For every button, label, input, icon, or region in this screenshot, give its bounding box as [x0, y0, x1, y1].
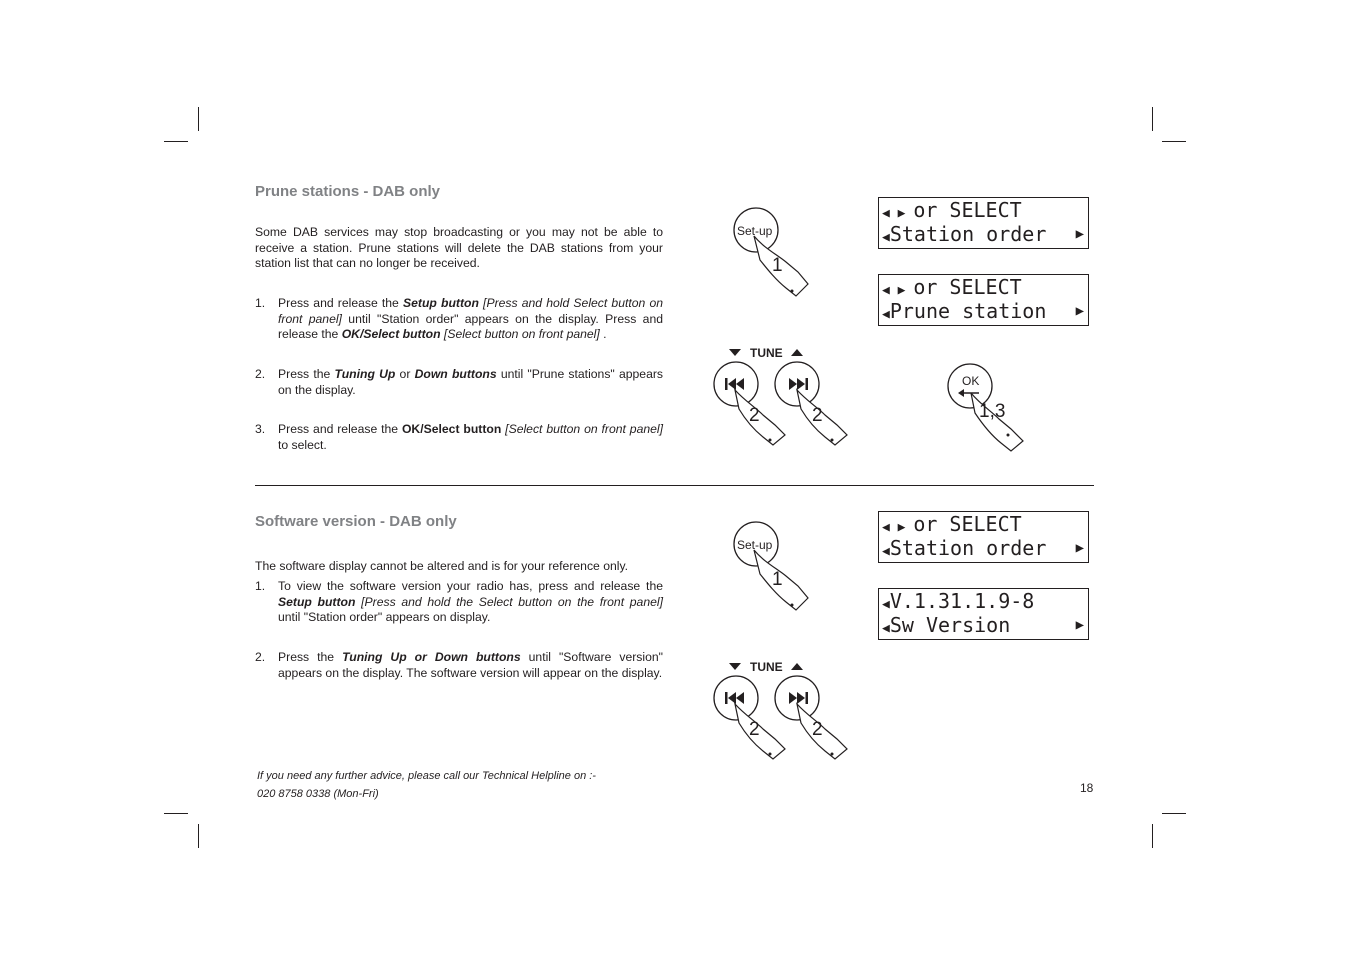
crop-mark [1152, 107, 1153, 131]
svg-text:OK: OK [962, 374, 980, 388]
ok-button-press-illustration [935, 355, 1045, 455]
prune-section-title: Prune stations - DAB only [255, 183, 441, 200]
step-number: 3. [255, 422, 266, 436]
step-text: Press the Tuning Up or Down buttons until "Software version" appears on the display. The software version will appear on the display. [278, 650, 663, 680]
crop-mark [1162, 141, 1186, 142]
step-text: Press the Tuning Up or Down buttons until "Prune stations" appears on the display. [278, 367, 663, 397]
crop-mark [198, 107, 199, 131]
crop-mark [1152, 824, 1153, 848]
svg-text:2: 2 [749, 719, 760, 740]
setup-button-press-illustration [720, 514, 830, 624]
step-number: 2. [255, 650, 266, 664]
setup-button-press-illustration [720, 200, 830, 310]
tune-buttons-press-illustration [705, 345, 865, 455]
prune-step-2 [255, 367, 663, 399]
software-step-1 [255, 579, 663, 627]
software-step-2 [255, 650, 663, 682]
svg-text:TUNE: TUNE [750, 660, 783, 674]
left-arrow-icon: ◀ [882, 307, 890, 322]
lcd-display-station-order: ◀ ▶ or SELECT ◀Station order ▶ [878, 511, 1089, 563]
left-arrow-icon: ◀ [882, 597, 890, 612]
svg-text:2: 2 [812, 719, 823, 740]
hand-icon [735, 390, 785, 445]
helpline-phone: 020 8758 0338 (Mon-Fri) [257, 788, 379, 800]
prune-step-3 [255, 422, 663, 454]
lcd-display-software-version: ◀V.1.31.1.9-8 ◀Sw Version ▶ [878, 588, 1089, 640]
svg-text:1,3: 1,3 [979, 401, 1006, 422]
step-number: 1. [255, 579, 266, 593]
svg-text:2: 2 [812, 405, 823, 426]
step-number: 1. [255, 296, 266, 310]
svg-text:Set-up: Set-up [737, 538, 773, 552]
lcd-display-prune-station: ◀ ▶ or SELECT ◀Prune station ▶ [878, 274, 1089, 326]
tune-buttons-press-illustration [705, 659, 865, 769]
svg-text:Set-up: Set-up [737, 224, 773, 238]
software-intro: The software display cannot be altered and is for your reference only. [255, 559, 629, 573]
section-divider [255, 485, 1094, 486]
left-right-arrows-icon: ◀ ▶ [882, 206, 914, 221]
crop-mark [164, 813, 188, 814]
crop-mark [164, 141, 188, 142]
lcd-display-station-order: ◀ ▶ or SELECT ◀Station order ▶ [878, 197, 1089, 249]
tune-down-icon [729, 349, 741, 356]
prune-step-1 [255, 296, 663, 344]
tune-up-icon [791, 349, 803, 356]
right-arrow-icon: ▶ [1075, 303, 1084, 319]
left-arrow-icon: ◀ [882, 544, 890, 559]
right-arrow-icon: ▶ [1075, 540, 1084, 556]
tune-up-icon [791, 663, 803, 670]
left-arrow-icon: ◀ [882, 230, 890, 245]
crop-mark [198, 824, 199, 848]
svg-text:2: 2 [749, 405, 760, 426]
left-right-arrows-icon: ◀ ▶ [882, 520, 914, 535]
tune-down-icon [729, 663, 741, 670]
svg-text:1: 1 [772, 255, 783, 276]
prune-intro: Some DAB services may stop broadcasting or you may not be able to receive a station. Prune stations will delete the DAB stations from your station list that can no longer be received. [255, 225, 663, 270]
page-number: 18 [1080, 781, 1094, 795]
step-number: 2. [255, 367, 266, 381]
left-arrow-icon: ◀ [882, 621, 890, 636]
hand-icon [735, 704, 785, 759]
left-right-arrows-icon: ◀ ▶ [882, 283, 914, 298]
svg-text:TUNE: TUNE [750, 346, 783, 360]
helpline-text: If you need any further advice, please call our Technical Helpline on :- [257, 770, 596, 782]
right-arrow-icon: ▶ [1075, 617, 1084, 633]
crop-mark [1162, 813, 1186, 814]
step-text: Press and release the OK/Select button [Select button on front panel] to select. [278, 422, 663, 452]
step-text: To view the software version your radio has, press and release the Setup button [Press and hold the Select button on the front panel] until "Station order" appears on display. [278, 579, 663, 624]
software-section-title: Software version - DAB only [255, 513, 457, 530]
svg-text:1: 1 [772, 569, 783, 590]
right-arrow-icon: ▶ [1075, 226, 1084, 242]
step-text: Press and release the Setup button [Press and hold Select button on front panel] until "Station order" appears on the display. Press and release the OK/Select button [Select button on front panel] . [278, 296, 664, 341]
